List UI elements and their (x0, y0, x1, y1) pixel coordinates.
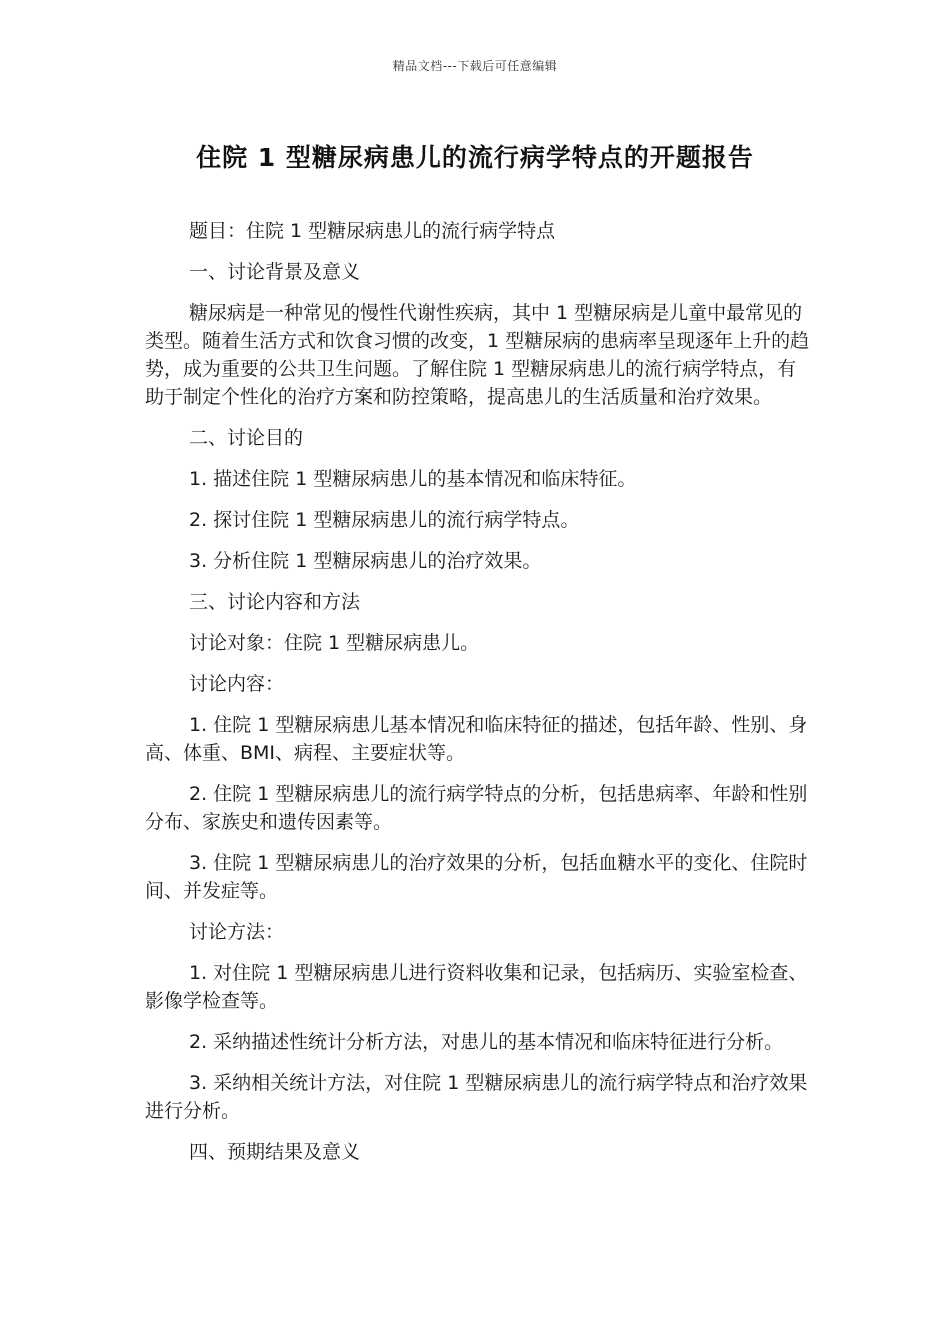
purpose-item-2: 2. 探讨住院 1 型糖尿病患儿的流行病学特点。 (189, 509, 580, 531)
methods-item-3: 3. 采纳相关统计方法，对住院 1 型糖尿病患儿的流行病学特点和治疗效果进行分析。 (145, 1072, 808, 1122)
document-body (145, 217, 810, 1179)
section-heading-content-methods: 三、讨论内容和方法 (189, 591, 361, 613)
content-item-2: 2. 住院 1 型糖尿病患儿的流行病学特点的分析，包括患病率、年龄和性别分布、家族史和遗传因素等。 (145, 783, 808, 833)
subject-line: 题目：住院 1 型糖尿病患儿的流行病学特点 (189, 220, 556, 242)
content-item-3: 3. 住院 1 型糖尿病患儿的治疗效果的分析，包括血糖水平的变化、住院时间、并发症等。 (145, 852, 808, 902)
background-paragraph: 糖尿病是一种常见的慢性代谢性疾病，其中 1 型糖尿病是儿童中最常见的类型。随着生活方式和饮食习惯的改变，1 型糖尿病的患病率呈现逐年上升的趋势，成为重要的公共卫生问题。了解住院 1 型糖尿病患儿的流行病学特点，有助于制定个性化的治疗方案和防控策略，提高患儿的生活质量和治疗效果。 (145, 302, 810, 408)
header-note: 精品文档---下载后可任意编辑 (392, 59, 558, 73)
content-label: 讨论内容： (189, 673, 285, 695)
content-item-1: 1. 住院 1 型糖尿病患儿基本情况和临床特征的描述，包括年龄、性别、身高、体重、BMI、病程、主要症状等。 (145, 714, 808, 764)
methods-item-1: 1. 对住院 1 型糖尿病患儿进行资料收集和记录，包括病历、实验室检查、影像学检查等。 (145, 962, 808, 1012)
section-heading-expected-results: 四、预期结果及意义 (189, 1141, 361, 1163)
section-heading-purpose: 二、讨论目的 (189, 427, 304, 449)
methods-label: 讨论方法： (189, 921, 285, 943)
study-subject: 讨论对象：住院 1 型糖尿病患儿。 (189, 632, 480, 654)
section-heading-background: 一、讨论背景及意义 (189, 261, 361, 283)
document-title: 住院 1 型糖尿病患儿的流行病学特点的开题报告 (196, 143, 754, 172)
purpose-item-1: 1. 描述住院 1 型糖尿病患儿的基本情况和临床特征。 (189, 468, 637, 490)
purpose-item-3: 3. 分析住院 1 型糖尿病患儿的治疗效果。 (189, 550, 542, 572)
methods-item-2: 2. 采纳描述性统计分析方法，对患儿的基本情况和临床特征进行分析。 (189, 1031, 784, 1053)
